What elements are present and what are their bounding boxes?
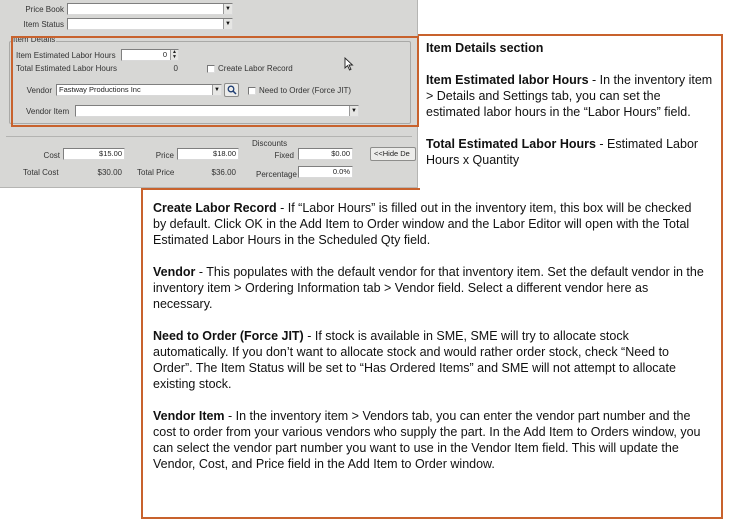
discounts-label: Discounts xyxy=(252,139,288,148)
term: Create Labor Record xyxy=(153,201,277,215)
item-est-labor-hours-label: Item Estimated Labor Hours xyxy=(16,51,116,60)
total-price-label: Total Price xyxy=(137,168,175,177)
hide-details-label: <<Hide De xyxy=(374,149,410,158)
callout-border-top xyxy=(141,188,420,190)
description: - If stock is available in SME, SME will try to allocate stock automatically. If you don’t want to allocate stock and would rather order stock, check “Need to Order”. The Item Status will be set to “Has Ordered Items” and SME will not attempt to allocate existing stock. xyxy=(153,329,676,391)
section-divider xyxy=(6,136,412,137)
chevron-down-icon: ▼ xyxy=(223,19,232,29)
fixed-value: $0.00 xyxy=(331,149,350,158)
callout-create-labor-record xyxy=(153,200,707,248)
percentage-label: Percentage xyxy=(256,170,297,179)
description: - In the inventory item > Details and Settings tab, you can set the estimated labor hours in the “Labor Hours” field. xyxy=(426,73,713,119)
vendor-value: Fastway Productions Inc xyxy=(59,85,141,94)
stepper-arrows-icon[interactable]: ▲ ▼ xyxy=(170,50,178,60)
chevron-down-icon: ▼ xyxy=(223,4,232,14)
hide-details-button[interactable] xyxy=(370,147,416,161)
callout-total-est-labor-hours xyxy=(426,136,715,168)
item-status-select[interactable] xyxy=(67,18,233,30)
total-price-value: $36.00 xyxy=(211,168,236,177)
term: Need to Order (Force JIT) xyxy=(153,329,304,343)
cost-field[interactable] xyxy=(63,148,125,160)
create-labor-record-label: Create Labor Record xyxy=(218,64,293,73)
need-to-order-label: Need to Order (Force JIT) xyxy=(259,86,352,95)
percentage-field[interactable] xyxy=(298,166,353,178)
callout-heading: Item Details section xyxy=(426,41,544,55)
callout-vendor-item xyxy=(153,408,707,472)
price-book-select[interactable] xyxy=(67,3,233,15)
term: Total Estimated Labor Hours xyxy=(426,137,596,151)
item-status-label: Item Status xyxy=(23,20,64,29)
total-est-labor-hours-value: 0 xyxy=(173,64,178,73)
price-label: Price xyxy=(155,151,174,160)
item-est-labor-hours-value: 0 xyxy=(162,50,167,59)
description: - In the inventory item > Vendors tab, you can enter the vendor part number and the cost to order from your various vendors who supply the part. In the Add Item to Orders window, you can select the vendor part number you want to use in the Vendor Item field. This will update the Vendor, Cost, and Price field in the Add Item to Order window. xyxy=(153,409,701,471)
item-details-callout xyxy=(418,34,723,206)
description: - Estimated Labor Hours x Quantity xyxy=(426,137,699,167)
term: Vendor xyxy=(153,265,196,279)
item-details-highlight-frame xyxy=(11,36,419,127)
term: Vendor Item xyxy=(153,409,225,423)
price-book-label: Price Book xyxy=(25,5,64,14)
callout-item-est-labor-hours xyxy=(426,72,715,120)
price-value: $18.00 xyxy=(213,149,236,158)
total-est-labor-hours-label: Total Estimated Labor Hours xyxy=(16,64,117,73)
term: Item Estimated labor Hours xyxy=(426,73,589,87)
vendor-label: Vendor xyxy=(26,86,52,95)
item-details-title: Item Details xyxy=(13,35,56,44)
chevron-down-icon: ▼ xyxy=(349,106,358,116)
total-cost-value: $30.00 xyxy=(97,168,122,177)
callout-need-to-order xyxy=(153,328,707,392)
vendor-item-label: Vendor Item xyxy=(26,107,70,116)
total-cost-label: Total Cost xyxy=(23,168,59,177)
description: - This populates with the default vendor for that inventory item. Set the default vendor in the inventory item > Ordering Information tab > Vendor field. Select a different vendor here as necessary. xyxy=(153,265,704,311)
fixed-label: Fixed xyxy=(274,151,294,160)
percentage-value: 0.0% xyxy=(332,167,350,176)
price-field[interactable] xyxy=(177,148,239,160)
callout-vendor xyxy=(153,264,707,312)
description: - If “Labor Hours” is filled out in the inventory item, this box will be checked by default. Click OK in the Add Item to Order window and the Labor Editor will open with the Total Estimated Labor Hours in the Scheduled Qty field. xyxy=(153,201,692,247)
cost-value: $15.00 xyxy=(99,149,122,158)
field-descriptions-callout xyxy=(141,188,723,519)
cost-label: Cost xyxy=(43,151,60,160)
fixed-discount-field[interactable] xyxy=(298,148,353,160)
chevron-down-icon: ▼ xyxy=(212,85,221,95)
